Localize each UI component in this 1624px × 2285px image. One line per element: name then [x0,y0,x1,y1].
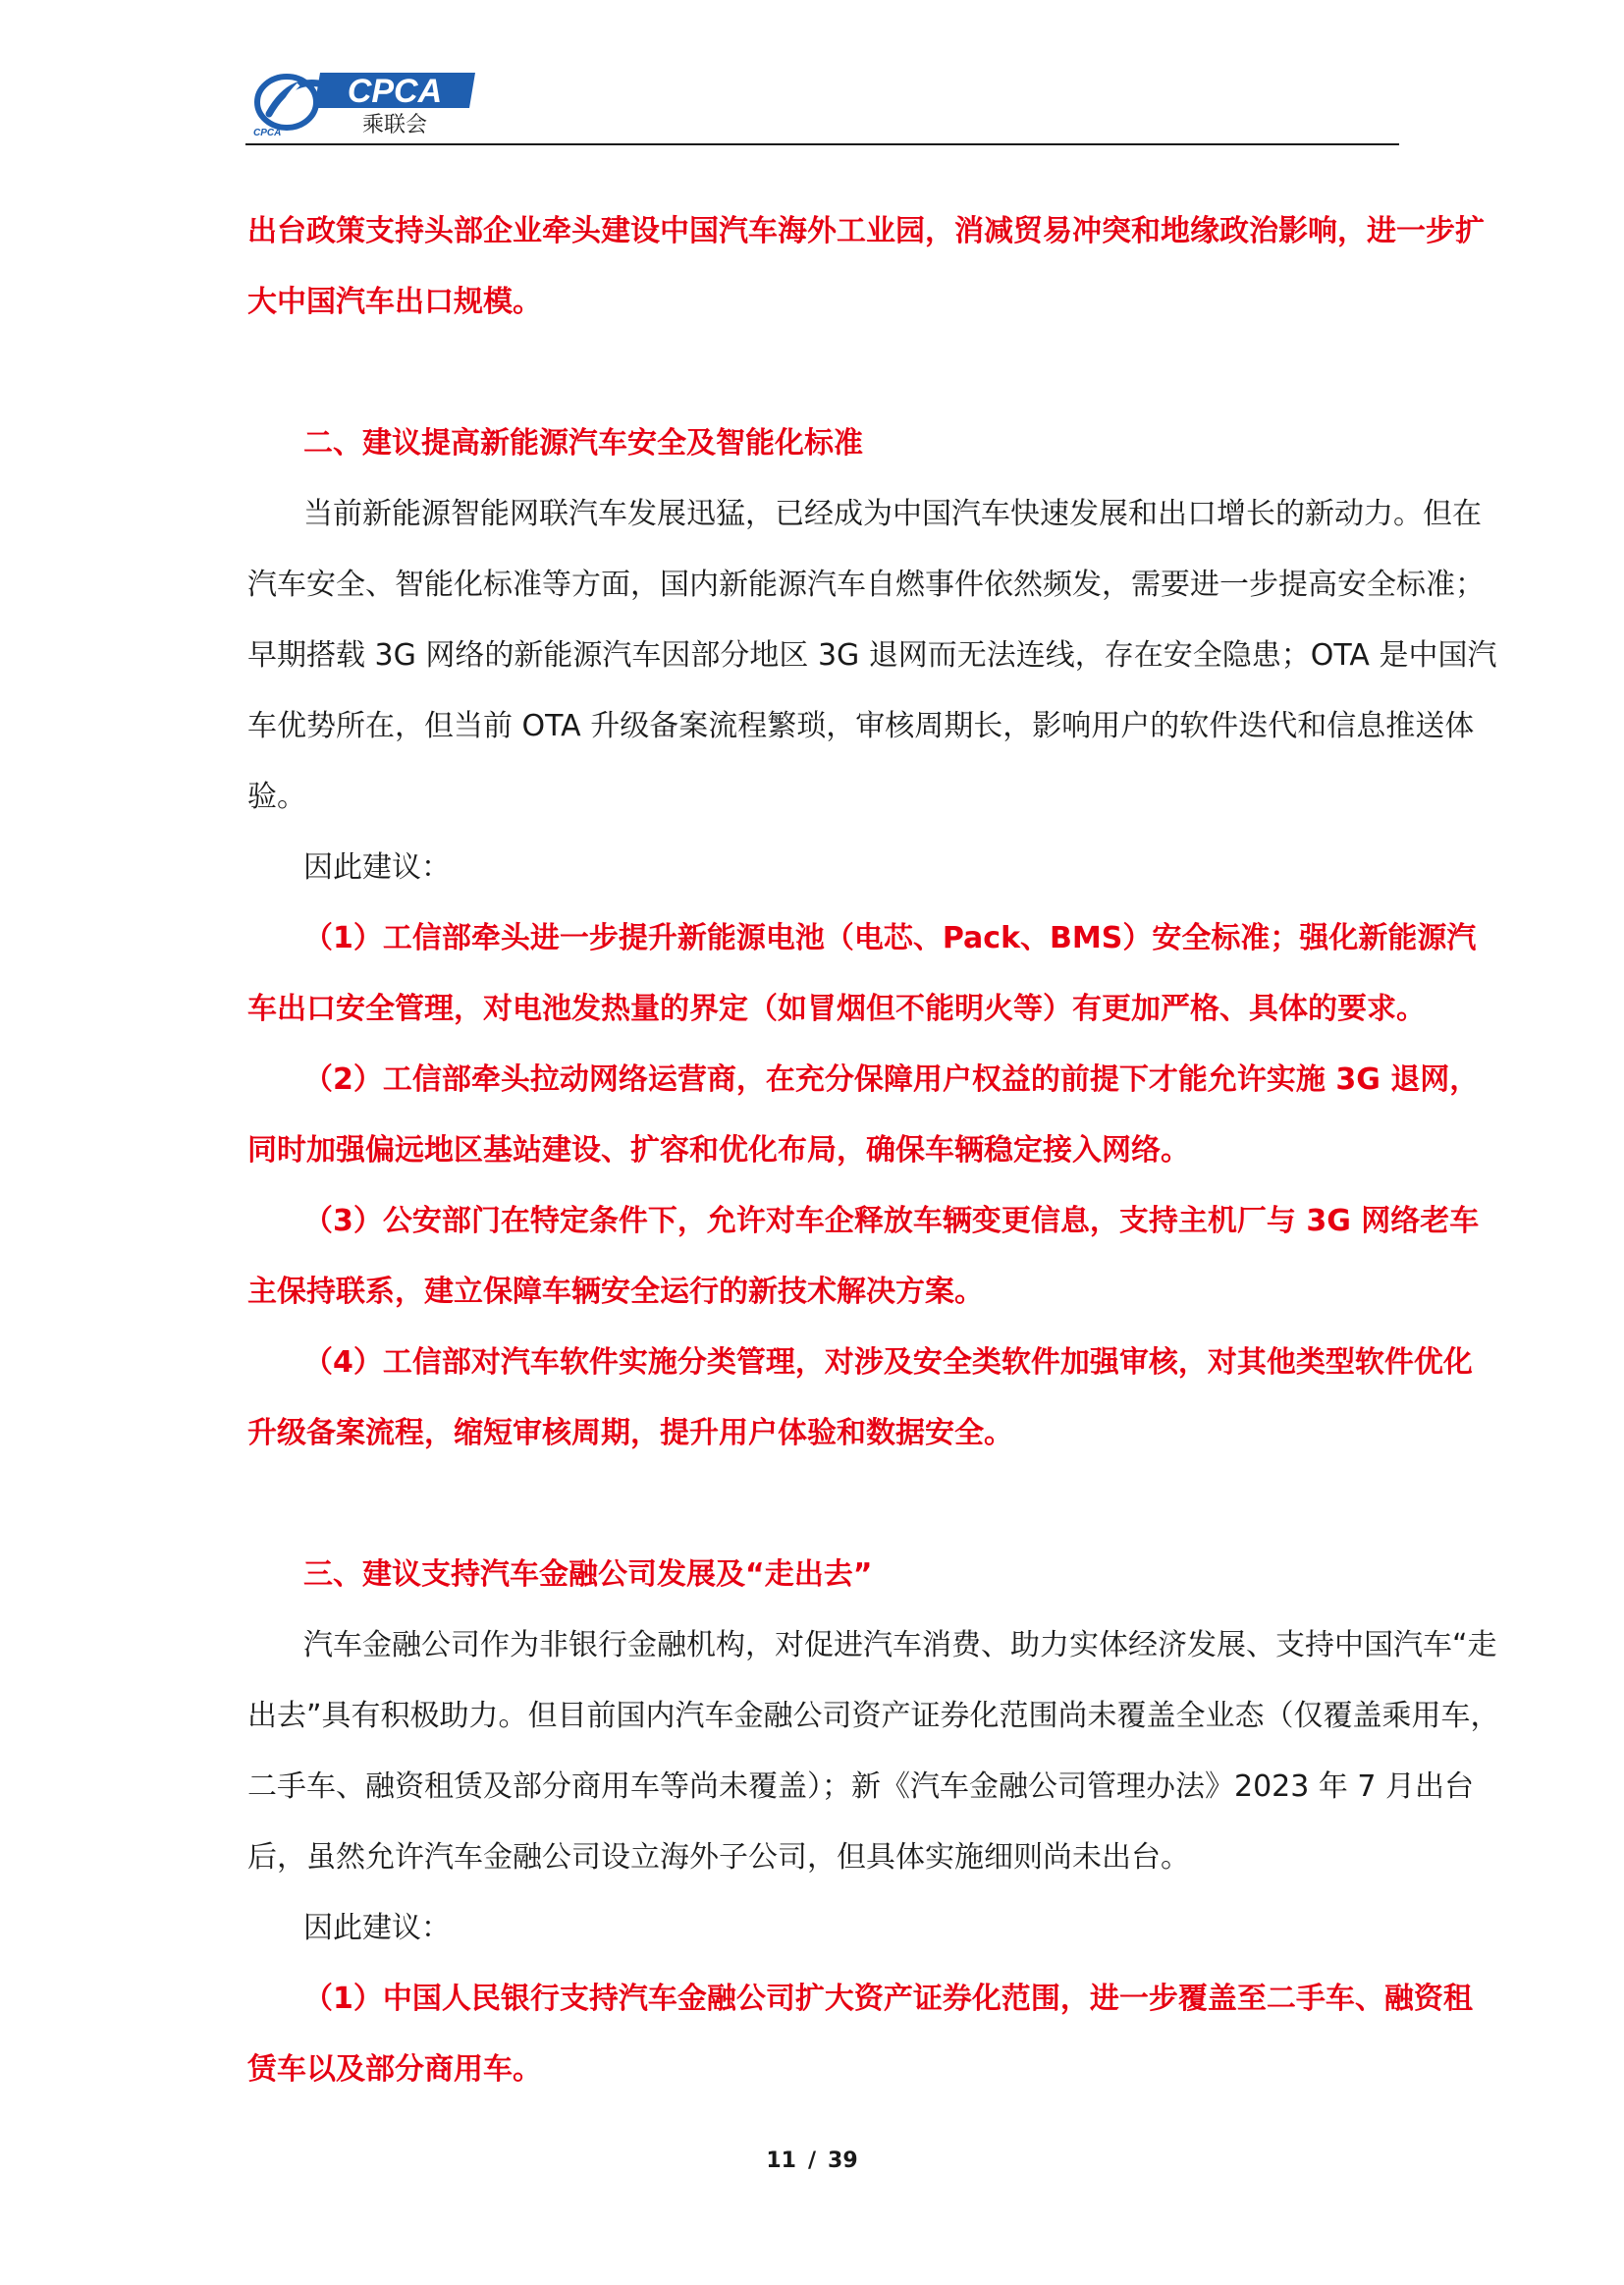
document-body [247,196,1500,2105]
intro-paragraph [247,196,1485,338]
section-2 [247,408,1497,1469]
text-line: 出台政策支持头部企业牵头建设中国汽车海外工业园，消减贸易冲突和地缘政治影响，进一步扩 [247,214,1485,248]
spacer [247,338,1398,408]
page-header [245,57,1399,145]
recommendation-line: 主保持联系，建立保障车辆安全运行的新技术解决方案。 [247,1275,984,1309]
page-separator: / [807,2149,817,2173]
text-line: 大中国汽车出口规模。 [247,285,542,319]
text-line: 车优势所在，但当前 OTA 升级备案流程繁琐，审核周期长，影响用户的软件迭代和信息推送体 [247,709,1475,743]
page-total: 39 [828,2149,858,2173]
recommendation-line: （1）工信部牵头进一步提升新能源电池（电芯、Pack、BMS）安全标准；强化新能源汽 [303,921,1477,955]
spacer [247,1469,1398,1540]
recommendation-line: 升级备案流程，缩短审核周期，提升用户体验和数据安全。 [247,1416,1013,1450]
text-line: 汽车安全、智能化标准等方面，国内新能源汽车自燃事件依然频发，需要进一步提高安全标准； [247,568,1485,602]
therefore-label: 因此建议： [303,850,451,885]
text-line: 后，虽然允许汽车金融公司设立海外子公司，但具体实施细则尚未出台。 [247,1840,1190,1875]
recommendation-line: （4）工信部对汽车软件实施分类管理，对涉及安全类软件加强审核，对其他类型软件优化 [303,1345,1473,1380]
text-line: 验。 [247,780,306,814]
text-line: 汽车金融公司作为非银行金融机构，对促进汽车消费、助力实体经济发展、支持中国汽车“走 [303,1628,1497,1662]
text-line: 早期搭载 3G 网络的新能源汽车因部分地区 3G 退网而无法连线，存在安全隐患；OTA 是中国汽 [247,638,1497,673]
section-heading: 三、建议支持汽车金融公司发展及“走出去” [303,1557,873,1592]
page-number [0,2149,1624,2173]
recommendation-line: 同时加强偏远地区基站建设、扩容和优化布局，确保车辆稳定接入网络。 [247,1133,1190,1168]
text-line: 当前新能源智能网联汽车发展迅猛，已经成为中国汽车快速发展和出口增长的新动力。但在 [303,497,1482,531]
recommendation-line: （3）公安部门在特定条件下，允许对车企释放车辆变更信息，支持主机厂与 3G 网络老车 [303,1204,1480,1238]
recommendation-line: 赁车以及部分商用车。 [247,2052,542,2087]
recommendation-line: （1）中国人民银行支持汽车金融公司扩大资产证券化范围，进一步覆盖至二手车、融资租 [303,1982,1473,2016]
cpca-logo [247,63,483,139]
logo-text: CPCA [347,73,443,110]
recommendation-line: （2）工信部牵头拉动网络运营商，在充分保障用户权益的前提下才能允许实施 3G 退网， [303,1062,1480,1097]
therefore-label: 因此建议： [303,1911,451,1945]
logo-subtext: 乘联会 [361,113,428,137]
logo-small-text: CPCA [253,128,282,138]
page-current: 11 [766,2149,796,2173]
section-3 [247,1540,1500,2105]
section-heading: 二、建议提高新能源汽车安全及智能化标准 [303,426,863,461]
text-line: 出去”具有积极助力。但目前国内汽车金融公司资产证券化范围尚未覆盖全业态（仅覆盖乘用车， [247,1699,1500,1733]
recommendation-line: 车出口安全管理，对电池发热量的界定（如冒烟但不能明火等）有更加严格、具体的要求。 [247,992,1426,1026]
text-line: 二手车、融资租赁及部分商用车等尚未覆盖）；新《汽车金融公司管理办法》2023 年 7 月出台 [247,1769,1475,1804]
